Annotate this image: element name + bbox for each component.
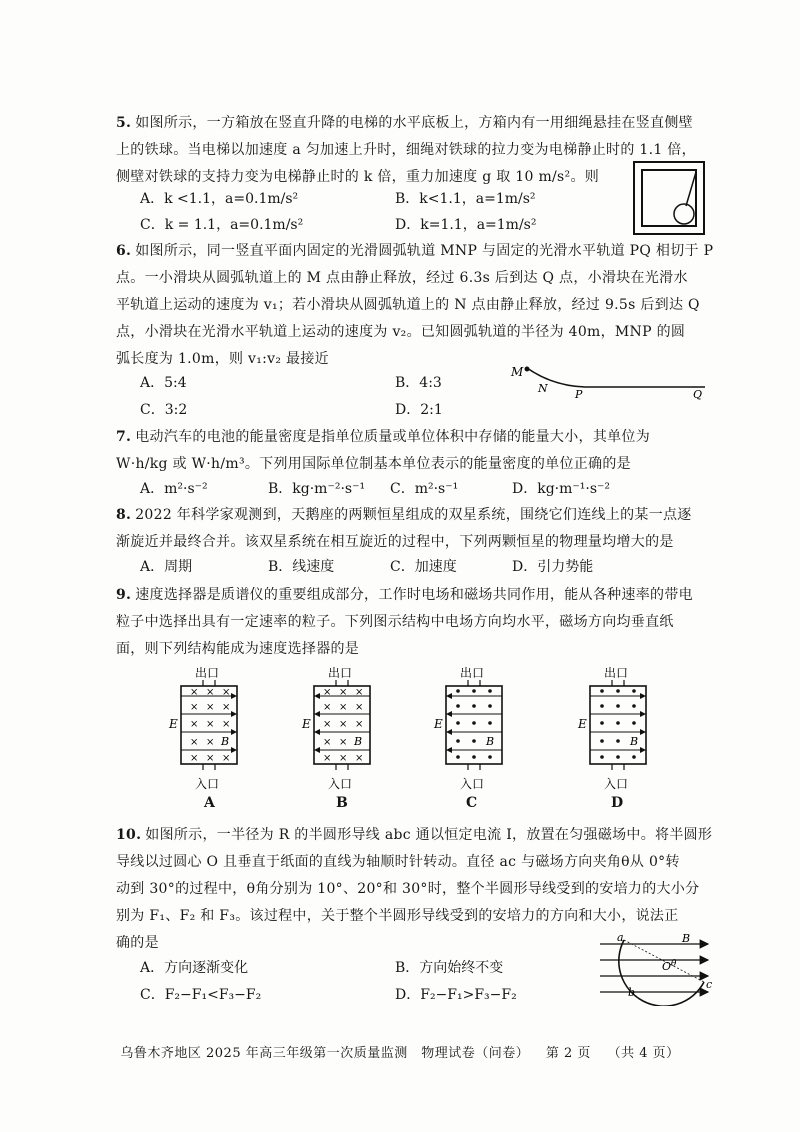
option-b: B．kg·m⁻²·s⁻¹ bbox=[268, 481, 366, 497]
arc-track-figure bbox=[505, 360, 715, 400]
b-field-dot bbox=[616, 721, 620, 725]
b-field-label: B bbox=[630, 735, 639, 748]
question-number: 10. bbox=[116, 827, 142, 843]
b-field-dot bbox=[456, 721, 460, 725]
selector-box bbox=[590, 686, 646, 764]
b-field-dot bbox=[488, 755, 492, 759]
b-field-cross: × bbox=[355, 702, 364, 713]
question-5 bbox=[116, 110, 716, 191]
figure-caption-b: B bbox=[336, 795, 348, 811]
option-a: A．周期 bbox=[140, 559, 193, 575]
question-text-line: 确的是 bbox=[116, 935, 159, 951]
entry-label: 入口 bbox=[460, 777, 485, 791]
b-field-dot bbox=[616, 755, 620, 759]
question-text-line: 弧长度为 1.0m，则 v₁:v₂ 最接近 bbox=[116, 351, 329, 367]
question-6 bbox=[116, 238, 716, 373]
e-field-label: E bbox=[434, 717, 443, 731]
b-field-dot bbox=[472, 689, 476, 693]
b-field-dot bbox=[488, 721, 492, 725]
b-field-cross: × bbox=[190, 687, 199, 698]
option-a: A．k <1.1，a=0.1m/s² bbox=[140, 191, 299, 207]
exit-label: 出口 bbox=[460, 666, 485, 680]
b-field-dot bbox=[472, 721, 476, 725]
figure-caption-d: D bbox=[611, 795, 624, 811]
question-text-line: 别为 F₁、F₂ 和 F₃。该过程中，关于整个半圆形导线受到的安培力的方向和大小，说法正 bbox=[116, 908, 679, 924]
option-d: D．kg·m⁻¹·s⁻² bbox=[512, 481, 611, 497]
b-field-cross: × bbox=[222, 753, 231, 764]
question-text-line: 如图所示，一半径为 R 的半圆形导线 abc 通以恒定电流 I，放置在匀强磁场中。将半圆形 bbox=[145, 827, 713, 843]
option-c: C．m²·s⁻¹ bbox=[390, 481, 459, 497]
question-number: 9. bbox=[116, 587, 132, 603]
angle-theta-label: θ bbox=[671, 959, 677, 969]
option-d: D．k=1.1，a=1m/s² bbox=[395, 217, 537, 233]
b-field-dot bbox=[456, 689, 460, 693]
question-text-line: 粒子中选择出具有一定速率的粒子。下列图示结构中电场方向均水平，磁场方向均垂直纸 bbox=[116, 614, 674, 630]
b-field-cross: × bbox=[339, 753, 348, 764]
point-a-label: a bbox=[617, 931, 624, 944]
question-text-line: 点。一小滑块从圆弧轨道上的 M 点由静止释放，经过 6.3s 后到达 Q 点，小滑块在光滑水 bbox=[116, 270, 688, 286]
b-field-cross: × bbox=[323, 753, 332, 764]
point-q-label: Q bbox=[693, 388, 703, 400]
question-7 bbox=[116, 424, 716, 478]
center-o-label: O bbox=[662, 960, 672, 973]
question-text-line: 2022 年科学家观测到，天鹅座的两颗恒星组成的双星系统，围绕它们连线上的某一点逐 bbox=[135, 507, 692, 523]
option-c: C．k = 1.1，a=0.1m/s² bbox=[140, 217, 304, 233]
question-9 bbox=[116, 582, 716, 663]
b-field-label: B bbox=[221, 735, 230, 748]
b-field-dot bbox=[456, 755, 460, 759]
figure-caption-c: C bbox=[466, 795, 478, 811]
b-field-cross: × bbox=[190, 737, 199, 748]
question-number: 7. bbox=[116, 429, 132, 445]
e-field-label: E bbox=[302, 717, 311, 731]
e-field-label: E bbox=[578, 717, 587, 731]
b-field-dot bbox=[472, 755, 476, 759]
b-field-cross: × bbox=[339, 737, 348, 748]
question-number: 5. bbox=[116, 115, 132, 131]
option-a: A．方向逐渐变化 bbox=[140, 960, 249, 976]
box-ball-figure bbox=[632, 160, 706, 236]
question-text-line: 面，则下列结构能成为速度选择器的是 bbox=[116, 641, 360, 657]
exit-label: 出口 bbox=[195, 666, 220, 680]
b-field-cross: × bbox=[339, 687, 348, 698]
b-field-cross: × bbox=[222, 719, 231, 730]
point-p-label: P bbox=[575, 388, 583, 400]
b-field-dot bbox=[632, 721, 636, 725]
option-c: C．3:2 bbox=[140, 402, 188, 418]
b-field-dot bbox=[600, 755, 604, 759]
point-b-label: b bbox=[628, 986, 636, 999]
question-text-line: 动到 30°的过程中，θ角分别为 10°、20°和 30°时，整个半圆形导线受到的安培力的大小分 bbox=[116, 881, 700, 897]
selector-box bbox=[446, 686, 502, 764]
b-field-cross: × bbox=[206, 753, 215, 764]
b-field-dot bbox=[488, 689, 492, 693]
selector-figure-b bbox=[298, 664, 388, 792]
e-field-label: E bbox=[169, 717, 178, 731]
option-d: D．引力势能 bbox=[512, 559, 594, 575]
option-a: A．5:4 bbox=[140, 375, 187, 391]
b-field-label: B bbox=[486, 735, 495, 748]
question-number: 8. bbox=[116, 507, 132, 523]
point-m-label: M bbox=[511, 365, 524, 379]
question-text-line: 上的铁球。当电梯以加速度 a 匀加速上升时，细绳对铁球的拉力变为电梯静止时的 1.1 倍， bbox=[116, 142, 696, 158]
semicircle-field-figure bbox=[598, 930, 716, 1006]
b-field-cross: × bbox=[206, 737, 215, 748]
question-text-line: 如图所示，一方箱放在竖直升降的电梯的水平底板上，方箱内有一用细绳悬挂在竖直侧壁 bbox=[135, 115, 693, 131]
option-c: C．F₂−F₁<F₃−F₂ bbox=[140, 987, 262, 1003]
entry-label: 入口 bbox=[328, 777, 353, 791]
question-text-line: 点，小滑块在光滑水平轨道上运动的速度为 v₂。已知圆弧轨道的半径为 40m，MNP 的圆 bbox=[116, 324, 686, 340]
b-field-cross: × bbox=[323, 702, 332, 713]
exit-label: 出口 bbox=[328, 666, 353, 680]
b-field-cross: × bbox=[355, 687, 364, 698]
entry-label: 入口 bbox=[604, 777, 629, 791]
entry-label: 入口 bbox=[195, 777, 220, 791]
question-text-line: 速度选择器是质谱仪的重要组成部分，工作时电场和磁场共同作用，能从各种速率的带电 bbox=[135, 587, 693, 603]
question-text-line: 电动汽车的电池的能量密度是指单位质量或单位体积中存储的能量大小，其单位为 bbox=[135, 429, 651, 445]
b-field-dot bbox=[616, 689, 620, 693]
b-field-dot bbox=[616, 739, 620, 743]
option-b: B．线速度 bbox=[268, 559, 335, 575]
b-field-dot bbox=[632, 704, 636, 708]
page-total: （共 4 页） bbox=[607, 1046, 680, 1061]
b-field-cross: × bbox=[339, 719, 348, 730]
exam-title: 乌鲁木齐地区 2025 年高三年级第一次质量监测 物理试卷（问卷） bbox=[120, 1046, 530, 1061]
question-number: 6. bbox=[116, 243, 132, 259]
question-text-line: 如图所示，同一竖直平面内固定的光滑圆弧轨道 MNP 与固定的光滑水平轨道 PQ 相切于 P bbox=[135, 243, 714, 259]
option-d: D．F₂−F₁>F₃−F₂ bbox=[395, 987, 517, 1003]
b-field-dot bbox=[488, 704, 492, 708]
question-text-line: 导线以过圆心 O 且垂直于纸面的直线为轴顺时针转动。直径 ac 与磁场方向夹角θ从 0°转 bbox=[116, 854, 680, 870]
page-number: 第 2 页 bbox=[545, 1046, 591, 1061]
option-b: B．4:3 bbox=[395, 375, 442, 391]
selector-figure-c bbox=[430, 664, 520, 792]
b-field-dot bbox=[472, 739, 476, 743]
question-text-line: 平轨道上运动的速度为 v₁；若小滑块从圆弧轨道上的 N 点由静止释放，经过 9.5s 后到达 Q bbox=[116, 297, 700, 313]
b-field-dot bbox=[600, 704, 604, 708]
b-field-dot bbox=[616, 704, 620, 708]
b-field-cross: × bbox=[190, 702, 199, 713]
b-field-dot bbox=[472, 704, 476, 708]
b-field-dot bbox=[600, 689, 604, 693]
page-footer bbox=[0, 1042, 800, 1061]
field-b-label: B bbox=[682, 932, 691, 945]
option-d: D．2:1 bbox=[395, 402, 443, 418]
b-field-dot bbox=[632, 689, 636, 693]
exit-label: 出口 bbox=[604, 666, 629, 680]
b-field-cross: × bbox=[339, 702, 348, 713]
b-field-dot bbox=[600, 721, 604, 725]
selector-figure-d bbox=[574, 664, 664, 792]
b-field-cross: × bbox=[206, 687, 215, 698]
option-b: B．方向始终不变 bbox=[395, 960, 504, 976]
question-text-line: 渐旋近并最终合并。该双星系统在相互旋近的过程中，下列两颗恒星的物理量均增大的是 bbox=[116, 534, 674, 550]
b-field-cross: × bbox=[222, 687, 231, 698]
b-field-cross: × bbox=[355, 753, 364, 764]
b-field-dot bbox=[456, 704, 460, 708]
question-text-line: W·h/kg 或 W·h/m³。下列用国际单位制基本单位表示的能量密度的单位正确的是 bbox=[116, 456, 631, 472]
b-field-cross: × bbox=[323, 687, 332, 698]
b-field-dot bbox=[600, 739, 604, 743]
question-text-line: 侧壁对铁球的支持力变为电梯静止时的 k 倍，重力加速度 g 取 10 m/s²。则 bbox=[116, 169, 600, 185]
b-field-cross: × bbox=[323, 719, 332, 730]
b-field-dot bbox=[456, 739, 460, 743]
figure-caption-a: A bbox=[204, 795, 215, 811]
option-c: C．加速度 bbox=[390, 559, 457, 575]
b-field-cross: × bbox=[190, 719, 199, 730]
option-b: B．k<1.1，a=1m/s² bbox=[395, 191, 536, 207]
b-field-cross: × bbox=[190, 753, 199, 764]
b-field-cross: × bbox=[222, 702, 231, 713]
question-8 bbox=[116, 502, 716, 556]
b-field-dot bbox=[632, 755, 636, 759]
b-field-cross: × bbox=[323, 737, 332, 748]
b-field-cross: × bbox=[206, 719, 215, 730]
b-field-cross: × bbox=[355, 719, 364, 730]
b-field-label: B bbox=[354, 735, 363, 748]
point-n-label: N bbox=[538, 382, 548, 395]
option-a: A．m²·s⁻² bbox=[140, 481, 208, 497]
point-c-label: c bbox=[706, 978, 713, 991]
selector-figure-a bbox=[165, 664, 255, 792]
b-field-cross: × bbox=[206, 702, 215, 713]
